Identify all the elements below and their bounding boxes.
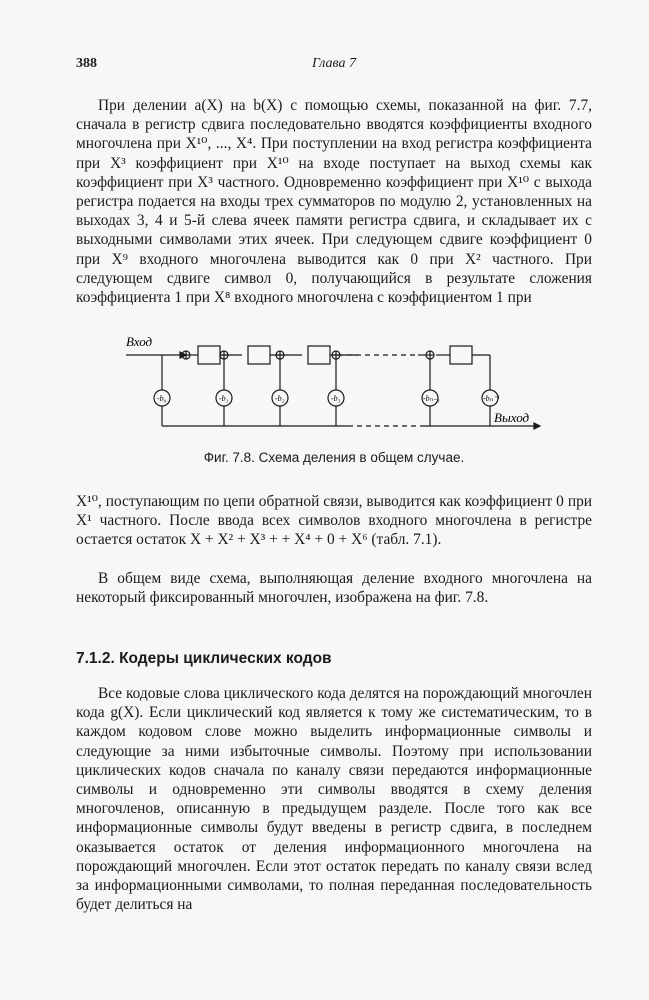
feedback-label: -bₙ⁻¹ <box>483 394 500 403</box>
figure-caption: Фиг. 7.8. Схема деления в общем случае. <box>203 450 465 465</box>
feedback-label: -b₀ <box>157 394 167 403</box>
section-heading: 7.1.2. Кодеры циклических кодов <box>76 650 332 667</box>
page-header <box>76 56 592 80</box>
page-number: 388 <box>76 56 97 71</box>
input-label: Вход <box>126 334 153 349</box>
feedback-label: -b₂ <box>275 394 285 403</box>
paragraph-2: X¹⁰, поступающим по цепи обратной связи, выводится как коэффициент 0 при X¹ частного. После ввода всех символов входного многочлена в регистре остается остаток X + X² + X³ + + X⁴ + 0 + X⁶ (табл. 7.1). <box>76 493 592 549</box>
feedback-label: -b₁ <box>219 394 229 403</box>
feedback-label: -b₃ <box>331 394 341 403</box>
division-circuit-figure <box>120 330 550 440</box>
output-label: Выход <box>494 410 530 425</box>
paragraph-1: При делении a(X) на b(X) с помощью схемы, показанной на фиг. 7.7, сначала в регистр сдвига последовательно вводятся коэффициенты входного многочлена при X¹⁰, ..., X⁴. При поступлении на вход регистра коэффициента при X³ коэффициент при X¹⁰ на входе поступает на выход схемы как коэффициент при X³ частного. Одновременно коэффициент при X¹⁰ с выхода регистра подается на входы трех сумматоров по модулю 2, установленных на выходах 3, 4 и 5-й слева ячеек памяти регистра сдвига, и складывает их с выходными символами этих ячеек. При следующем сдвиге коэффициент 0 при X⁹ входного многочлена выводится как 0 при X² частного. При следующем сдвиге символ 0, получающийся в результате сложения коэффициента 1 при X⁸ входного многочлена с коэффициентом 1 при <box>76 97 592 307</box>
paragraph-4: Все кодовые слова циклического кода делятся на порождающий многочлен кода g(X). Если циклический код является к тому же систематическим, то в каждом кодовом слове можно выделить информационные символы и следующие за ними избыточные символы. Поэтому при использовании циклических кодов сначала по каналу связи передаются информационные символы и одновременно эти символы вводятся в схему деления многочленов, описанную в предыдущем разделе. После того как все информационные символы будут введены в регистр сдвига, в последнем оказывается остаток от деления информационного многочлена на порождающий многочлен. Если этот остаток передать по каналу связи вслед за информационными символами, то полная переданная последовательность будет делиться на <box>76 685 592 914</box>
chapter-title: Глава 7 <box>312 56 356 71</box>
paragraph-3: В общем виде схема, выполняющая деление входного многочлена на некоторый фиксированный многочлен, изображена на фиг. 7.8. <box>76 570 592 607</box>
feedback-label: -bₙ₋₁ <box>423 394 440 403</box>
